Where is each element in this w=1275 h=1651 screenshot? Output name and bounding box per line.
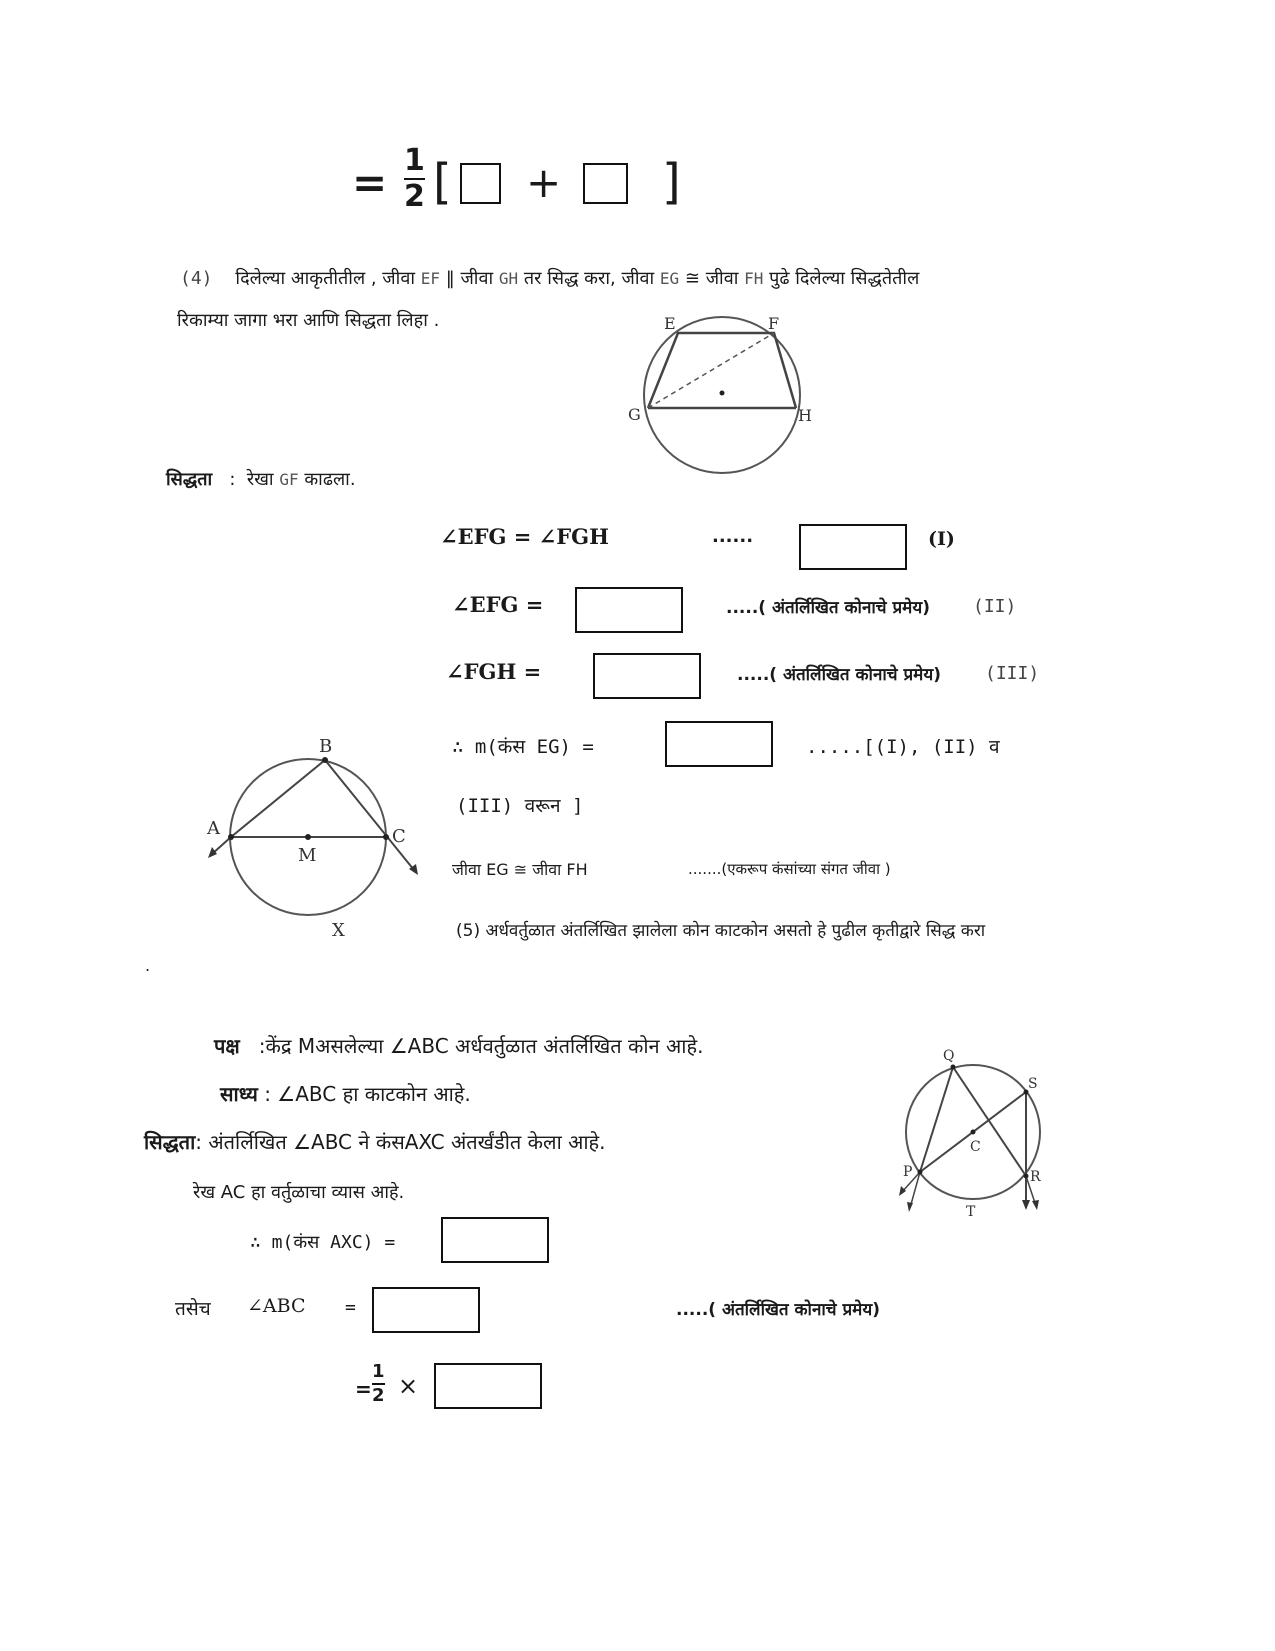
- proof-text-a: रेखा: [246, 469, 274, 490]
- answer-box-arc-axc[interactable]: [441, 1217, 549, 1263]
- step-1-tag: (I): [928, 528, 955, 550]
- to-prove-text: : ∠ABC हा काटकोन आहे.: [264, 1082, 471, 1106]
- given-line: [214, 1032, 703, 1059]
- answer-box-half-times[interactable]: [434, 1363, 542, 1409]
- q4-text-a: दिलेल्या आकृतीतील , जीवा: [235, 268, 415, 289]
- close-bracket: ]: [662, 154, 681, 210]
- answer-box-step-4[interactable]: [665, 721, 773, 767]
- proof-2-equals: =: [345, 1297, 356, 1318]
- chord-gh: GH: [498, 269, 519, 288]
- label-p: P: [903, 1164, 913, 1180]
- label-f: F: [768, 314, 780, 333]
- proof-2-also: तसेच: [175, 1298, 211, 1320]
- label-r: R: [1030, 1169, 1041, 1185]
- fraction-denominator: 2: [404, 179, 425, 214]
- step-3-tag: (III): [985, 663, 1040, 684]
- label-q: Q: [943, 1048, 955, 1064]
- q4-text-d: ≅ जीवा: [684, 268, 739, 289]
- proof-2-half-equals: =: [355, 1377, 372, 1401]
- label-g: G: [628, 405, 641, 424]
- proof-text-b: काढला.: [304, 469, 356, 490]
- label-e: E: [664, 314, 676, 333]
- half-numerator: 1: [372, 1361, 385, 1382]
- label-b: B: [319, 736, 333, 757]
- question-number: (4): [180, 268, 213, 289]
- step-5-reason: .......(एकरूप कंसांच्या संगत जीवा ): [688, 860, 891, 878]
- answer-box-step-2[interactable]: [575, 587, 683, 633]
- chord-fh: FH: [744, 269, 764, 288]
- proof-2-label: सिद्धता: [144, 1130, 196, 1154]
- label-a: A: [207, 818, 220, 839]
- figure-cyclic-trapezoid: [600, 300, 840, 490]
- step-4-statement: ∴ m(कंस EG) =: [452, 736, 594, 758]
- chord-eg: EG: [659, 269, 680, 288]
- label-t: T: [966, 1204, 976, 1220]
- proof-2-half-fraction: [372, 1363, 385, 1405]
- step-3-reason: .....( अंतर्लिखित कोनाचे प्रमेय): [737, 665, 941, 685]
- given-label: पक्ष: [214, 1034, 240, 1058]
- given-text: :केंद्र Mअसलेल्या ∠ABC अर्धवर्तुळात अंतर्लिखित कोन आहे.: [258, 1034, 704, 1058]
- step-1-statement: ∠EFG = ∠FGH: [440, 524, 609, 549]
- to-prove-line: [220, 1080, 471, 1107]
- stray-dot: .: [145, 956, 151, 975]
- segment-gf: GF: [279, 470, 299, 489]
- fraction-numerator: 1: [404, 143, 425, 178]
- proof-2-line3: ∴ m(कंस AXC) =: [250, 1232, 396, 1253]
- half-denominator: 2: [372, 1385, 385, 1406]
- q4-text-b: ‖ जीवा: [445, 268, 494, 289]
- proof-2-line2: रेख AC हा वर्तुळाचा व्यास आहे.: [193, 1182, 405, 1203]
- step-2-statement: ∠EFG =: [452, 592, 544, 617]
- plus-sign: +: [526, 158, 562, 207]
- label-x: X: [332, 920, 345, 941]
- proof-2-angle: ∠ABC: [247, 1295, 306, 1317]
- proof-1-header: [166, 467, 356, 491]
- step-4-continuation: (III) वरून ]: [456, 795, 584, 817]
- to-prove-label: साध्य: [220, 1082, 258, 1106]
- chord-ef: EF: [420, 269, 440, 288]
- answer-box-angle-abc[interactable]: [372, 1287, 480, 1333]
- answer-box-step-1[interactable]: [799, 524, 907, 570]
- question-4-line2: रिकाम्या जागा भरा आणि सिद्धता लिहा .: [177, 310, 440, 331]
- question-4-line1: [180, 266, 919, 290]
- equals-sign: =: [352, 158, 388, 207]
- q4-text-c: तर सिद्ध करा, जीवा: [523, 268, 655, 289]
- figure-semicircle-angle: [200, 730, 430, 945]
- figure-circle-pqrs: [890, 1040, 1060, 1230]
- blank-box-b[interactable]: [583, 163, 628, 204]
- proof-2-text: : अंतर्लिखित ∠ABC ने कंसAXC अंतर्खंडीत केला आहे.: [195, 1130, 606, 1154]
- open-bracket: [: [433, 154, 452, 210]
- proof-colon: :: [229, 469, 236, 490]
- question-5-text: (5) अर्धवर्तुळात अंतर्लिखित झालेला कोन काटकोन असतो हे पुढील कृतीद्वारे सिद्ध करा: [456, 921, 986, 941]
- q4-text-e: पुढे दिलेल्या सिद्धतेतील: [769, 268, 920, 289]
- label-h: H: [798, 406, 812, 425]
- answer-box-step-3[interactable]: [593, 653, 701, 699]
- proof-label: सिद्धता: [166, 469, 213, 490]
- step-2-reason: .....( अंतर्लिखित कोनाचे प्रमेय): [726, 598, 930, 618]
- step-2-tag: (II): [973, 596, 1017, 617]
- proof-2-line1: [144, 1128, 606, 1155]
- step-1-dots: ......: [712, 526, 754, 547]
- label-s: S: [1028, 1076, 1038, 1092]
- proof-2-reason: .....( अंतर्लिखित कोनाचे प्रमेय): [676, 1300, 880, 1320]
- step-3-statement: ∠FGH =: [446, 659, 542, 684]
- step-5-statement: जीवा EG ≅ जीवा FH: [452, 860, 588, 879]
- step-4-reason: .....[(I), (II) व: [806, 736, 1000, 758]
- label-c: C: [392, 826, 406, 847]
- half-fraction: [404, 143, 425, 214]
- blank-box-a[interactable]: [460, 163, 501, 204]
- times-sign: ×: [398, 1372, 419, 1400]
- label-c2: C: [970, 1139, 981, 1155]
- label-m: M: [298, 845, 317, 866]
